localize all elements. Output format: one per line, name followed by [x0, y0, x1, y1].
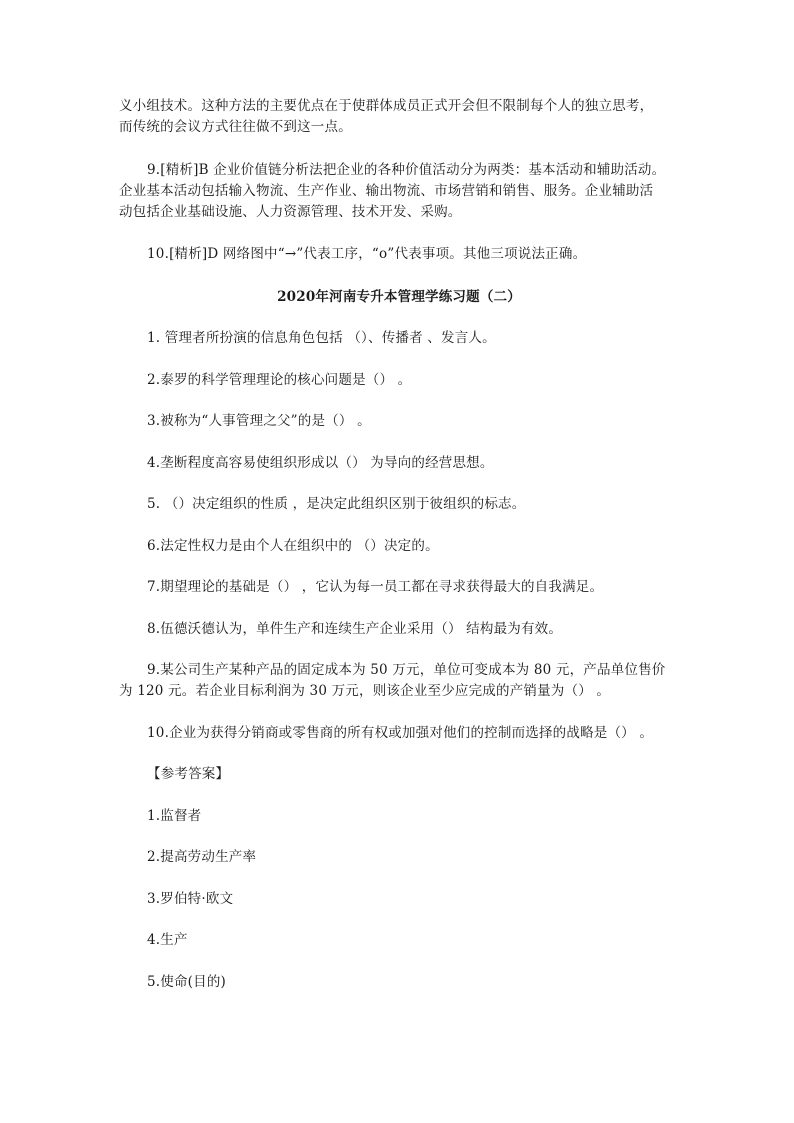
- question-5: 5. （）决定组织的性质 ，是决定此组织区别于彼组织的标志。: [147, 496, 526, 512]
- answer-9-line-2: 企业基本活动包括输入物流、生产作业、输出物流、市场营销和销售、服务。企业辅助活: [119, 183, 654, 199]
- question-4: 4.垄断程度高容易使组织形成以（） 为导向的经营思想。: [147, 455, 494, 471]
- question-10: 10.企业为获得分销商或零售商的所有权或加强对他们的控制而选择的战略是（） 。: [147, 725, 654, 741]
- question-3: 3.被称为“人事管理之父”的是（） 。: [147, 413, 371, 429]
- question-2: 2.泰罗的科学管理理论的核心问题是（） 。: [147, 372, 412, 388]
- answer-9-line-3: 动包括企业基础设施、人力资源管理、技术开发、采购。: [119, 204, 462, 220]
- answer-item-5: 5.使命(目的): [147, 974, 227, 990]
- answer-item-2: 2.提高劳动生产率: [147, 849, 257, 865]
- answer-8-line-2: 而传统的会议方式往往做不到这一点。: [119, 119, 352, 135]
- section-title: 2020年河南专升本管理学练习题（二）: [277, 289, 521, 305]
- question-9-line-1: 9.某公司生产某种产品的固定成本为 50 万元，单位可变成本为 80 元，产品单位售价: [147, 662, 666, 678]
- answer-item-3: 3.罗伯特·欧文: [147, 891, 234, 907]
- question-7: 7.期望理论的基础是（） ，它认为每一员工都在寻求获得最大的自我满足。: [147, 579, 604, 595]
- question-8: 8.伍德沃德认为，单件生产和连续生产企业采用（） 结构最为有效。: [147, 621, 563, 637]
- question-9-line-2: 为 120 元。若企业目标利润为 30 万元，则该企业至少应完成的产销量为（） 。: [119, 683, 611, 699]
- answers-heading: 【参考答案】: [147, 766, 230, 782]
- answer-8-line-1: 义小组技术。这种方法的主要优点在于使群体成员正式开会但不限制每个人的独立思考，: [119, 98, 654, 114]
- answer-10: 10.[精析]D 网络图中“→”代表工序，“o”代表事项。其他三项说法正确。: [147, 246, 587, 262]
- question-1: 1. 管理者所扮演的信息角色包括 （）、传播者 、发言人。: [147, 330, 496, 346]
- answer-item-4: 4.生产: [147, 932, 188, 948]
- question-6: 6.法定性权力是由个人在组织中的 （）决定的。: [147, 538, 439, 554]
- answer-9-line-1: 9.[精析]B 企业价值链分析法把企业的各种价值活动分为两类：基本活动和辅助活动。: [147, 162, 666, 178]
- answer-item-1: 1.监督者: [147, 808, 202, 824]
